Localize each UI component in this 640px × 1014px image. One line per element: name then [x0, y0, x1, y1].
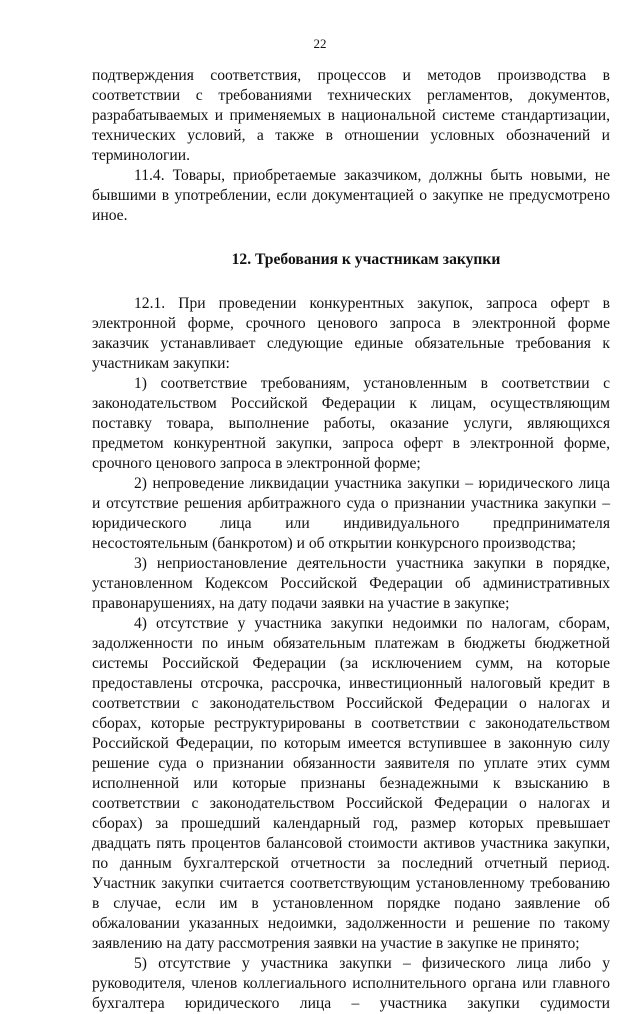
paragraph-continued: подтверждения соответствия, процессов и методов производства в соответствии с требованиями технических регламентов, документов, разрабатываемых и применяемых в национальной системе стандартизации, технических условий, а также в отношении условных обозначений и терминологии.	[92, 67, 610, 164]
document-body	[92, 66, 610, 1014]
section-heading: 12. Требования к участникам закупки	[231, 251, 501, 268]
paragraph-12-1: 12.1. При проведении конкурентных закупок, запроса оферт в электронной форме, срочного ценового запроса в электронной форме заказчик устанавливает следующие единые обязательные требования к участникам закупки:	[92, 295, 610, 372]
list-item-3: 3) неприостановление деятельности участника закупки в порядке, установленном Кодексом Российской Федерации об административных правонарушениях, на дату подачи заявки на участие в закупке;	[92, 555, 610, 612]
list-item-5: 5) отсутствие у участника закупки – физического лица либо у руководителя, членов коллегиального исполнительного органа или главного бухгалтера юридического лица – участника закупки судимости	[92, 955, 610, 1012]
paragraph-11-4: 11.4. Товары, приобретаемые заказчиком, должны быть новыми, не бывшими в употреблении, если документацией о закупке не предусмотрено иное.	[92, 167, 610, 224]
list-item-1: 1) соответствие требованиям, установленным в соответствии с законодательством Российской Федерации к лицам, осуществляющим поставку товара, выполнение работы, оказание услуги, являющихся предметом конкурентной закупки, запроса оферт в электронной форме, срочного ценового запроса в электронной форме;	[92, 375, 610, 472]
list-item-4: 4) отсутствие у участника закупки недоимки по налогам, сборам, задолженности по иным обязательным платежам в бюджеты бюджетной системы Российской Федерации (за исключением сумм, на которые предоставлены отсрочка, рассрочка, инвестиционный налоговый кредит в соответствии с законодательством Российской Федерации о налогах и сборах, которые реструктурированы в соответствии с законодательством Российской Федерации, по которым имеется вступившее в законную силу решение суда о признании обязанности заявителя по уплате этих сумм исполненной или которые признаны безнадежными к взысканию в соответствии с законодательством Российской Федерации о налогах и сборах) за прошедший календарный год, размер которых превышает двадцать пять процентов балансовой стоимости активов участника закупки, по данным бухгалтерской отчетности за последний отчетный период. Участник закупки считается соответствующим установленному требованию в случае, если им в установленном порядке подано заявление об обжаловании указанных недоимки, задолженности и решение по такому заявлению на дату рассмотрения заявки на участие в закупке не принято;	[92, 615, 610, 952]
page-number: 22	[313, 36, 327, 51]
list-item-2: 2) непроведение ликвидации участника закупки – юридического лица и отсутствие решения арбитражного суда о признании участника закупки – юридического лица или индивидуального предпринимателя несостоятельным (банкротом) и об открытии конкурсного производства;	[92, 475, 610, 552]
